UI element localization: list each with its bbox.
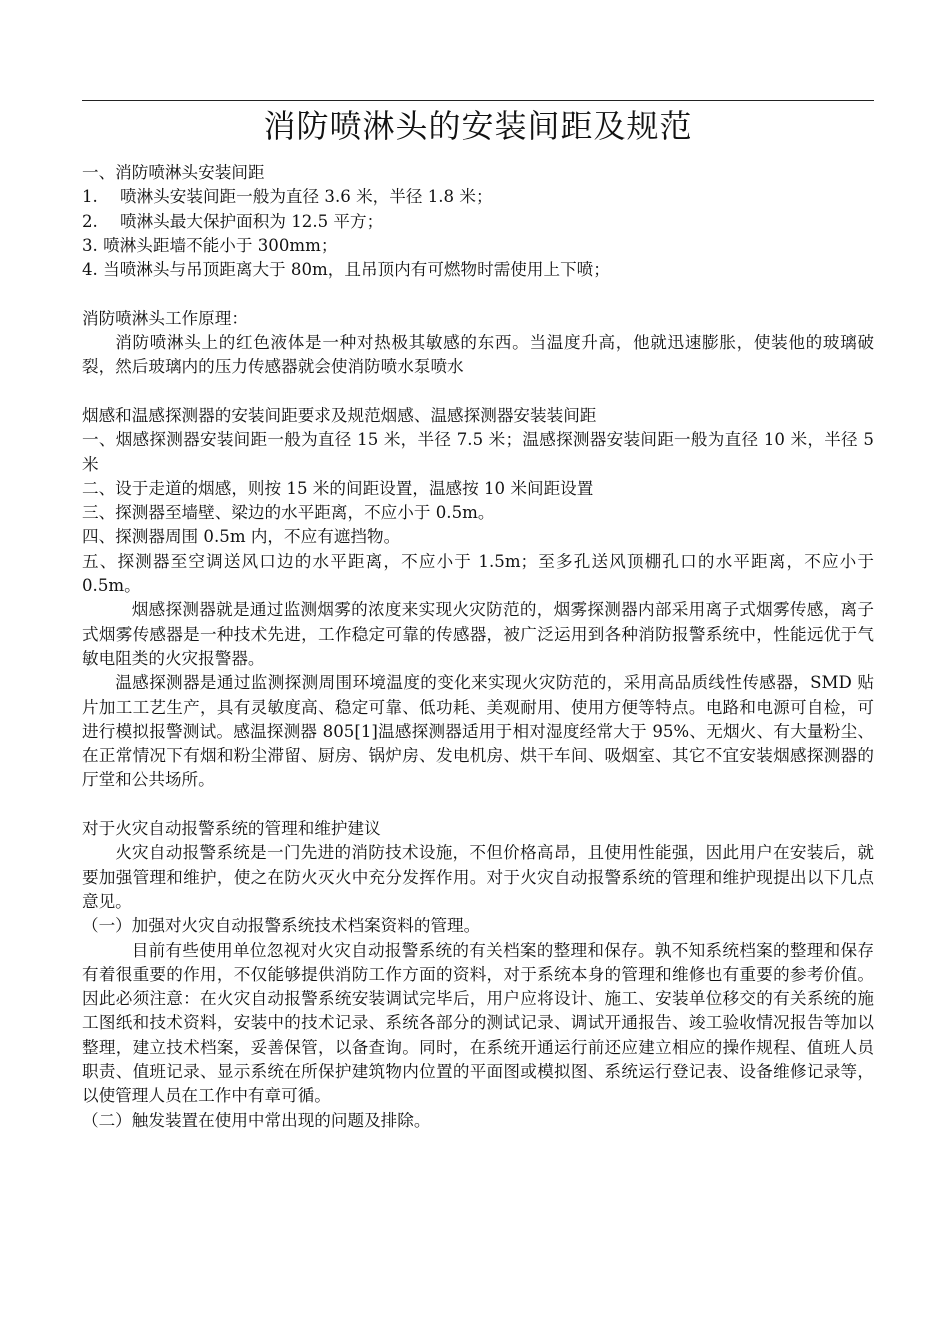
maintenance-heading: 对于火灾自动报警系统的管理和维护建议: [82, 819, 381, 839]
detector-rule-3: 三、探测器至墙壁、梁边的水平距离，不应小于 0.5m。: [82, 503, 495, 523]
principle-heading: 消防喷淋头工作原理：: [82, 308, 248, 328]
spacer: [82, 793, 874, 817]
maintenance-subheading-2: （二）触发装置在使用中常出现的问题及排除。: [82, 1110, 431, 1130]
sprinkler-item-2: 2. 喷淋头最大保护面积为 12.5 平方；: [82, 211, 384, 231]
detector-rule-5: 五、探测器至空调送风口边的水平距离，不应小于 1.5m；至多孔送风顶棚孔口的水平距离，不应小于 0.5m。: [82, 551, 874, 596]
sprinkler-item-4: 4. 当喷淋头与吊顶距离大于 80m，且吊顶内有可燃物时需使用上下喷；: [82, 260, 610, 280]
sprinkler-item-1: 1. 喷淋头安装间距一般为直径 3.6 米，半径 1.8 米；: [82, 187, 493, 207]
detector-rule-1: 一、烟感探测器安装间距一般为直径 15 米，半径 7.5 米；温感探测器安装间距一般为直径 10 米，半径 5 米: [82, 430, 874, 474]
principle-paragraph: 消防喷淋头上的红色液体是一种对热极其敏感的东西。当温度升高，他就迅速膨胀，使装他的玻璃破裂，然后玻璃内的压力传感器就会使消防喷水泵喷水: [82, 333, 874, 377]
document-body: [82, 161, 874, 1133]
detectors-heading: 烟感和温感探测器的安装间距要求及规范烟感、温感探测器安装装间距: [82, 405, 597, 425]
header-rule: [82, 100, 874, 101]
spacer: [82, 380, 874, 404]
maintenance-archive-paragraph: 目前有些使用单位忽视对火灾自动报警系统的有关档案的整理和保存。孰不知系统档案的整理和保存有着很重要的作用，不仅能够提供消防工作方面的资料，对于系统本身的管理和维修也有重要的参考价值。因此必须注意：在火灾自动报警系统安装调试完毕后，用户应将设计、施工、安装单位移交的有关系统的施工图纸和技术资料，安装中的技术记录、系统各部分的测试记录、调试开通报告、竣工验收情况报告等加以整理，建立技术档案，妥善保管，以备查询。同时，在系统开通运行前还应建立相应的操作规程、值班人员职责、值班记录、显示系统在所保护建筑物内位置的平面图或模拟图、系统运行登记表、设备维修记录等，以使管理人员在工作中有章可循。: [82, 940, 874, 1106]
detector-rule-2: 二、设于走道的烟感，则按 15 米的间距设置，温感按 10 米间距设置: [82, 478, 594, 498]
smoke-detector-paragraph: 烟感探测器就是通过监测烟雾的浓度来实现火灾防范的，烟雾探测器内部采用离子式烟雾传感，离子式烟雾传感器是一种技术先进，工作稳定可靠的传感器，被广泛运用到各种消防报警系统中，性能远优于气敏电阻类的火灾报警器。: [82, 600, 874, 668]
maintenance-subheading-1: （一）加强对火灾自动报警系统技术档案资料的管理。: [82, 916, 481, 936]
spacer: [82, 282, 874, 306]
sprinkler-item-3: 3. 喷淋头距墙不能小于 300mm；: [82, 235, 338, 255]
heat-detector-paragraph: 温感探测器是通过监测探测周围环境温度的变化来实现火灾防范的，采用高品质线性传感器，SMD 贴片加工工艺生产，具有灵敏度高、稳定可靠、低功耗、美观耐用、使用方便等特点。电路和电源可自检，可进行模拟报警测试。感温探测器 805[1]温感探测器适用于相对湿度经常大于 95%、无烟火、有大量粉尘、在正常情况下有烟和粉尘滞留、厨房、锅炉房、发电机房、烘干车间、吸烟室、其它不宜安装烟感探测器的厅堂和公共场所。: [82, 673, 874, 790]
page-title: 消防喷淋头的安装间距及规范: [263, 107, 693, 145]
sprinkler-heading: 一、消防喷淋头安装间距: [82, 163, 265, 182]
detector-rule-4: 四、探测器周围 0.5m 内，不应有遮挡物。: [82, 527, 401, 547]
maintenance-intro: 火灾自动报警系统是一门先进的消防技术设施，不但价格高昂，且使用性能强，因此用户在安装后，就要加强管理和维护，使之在防火灭火中充分发挥作用。对于火灾自动报警系统的管理和维护现提出以下几点意见。: [82, 843, 874, 911]
